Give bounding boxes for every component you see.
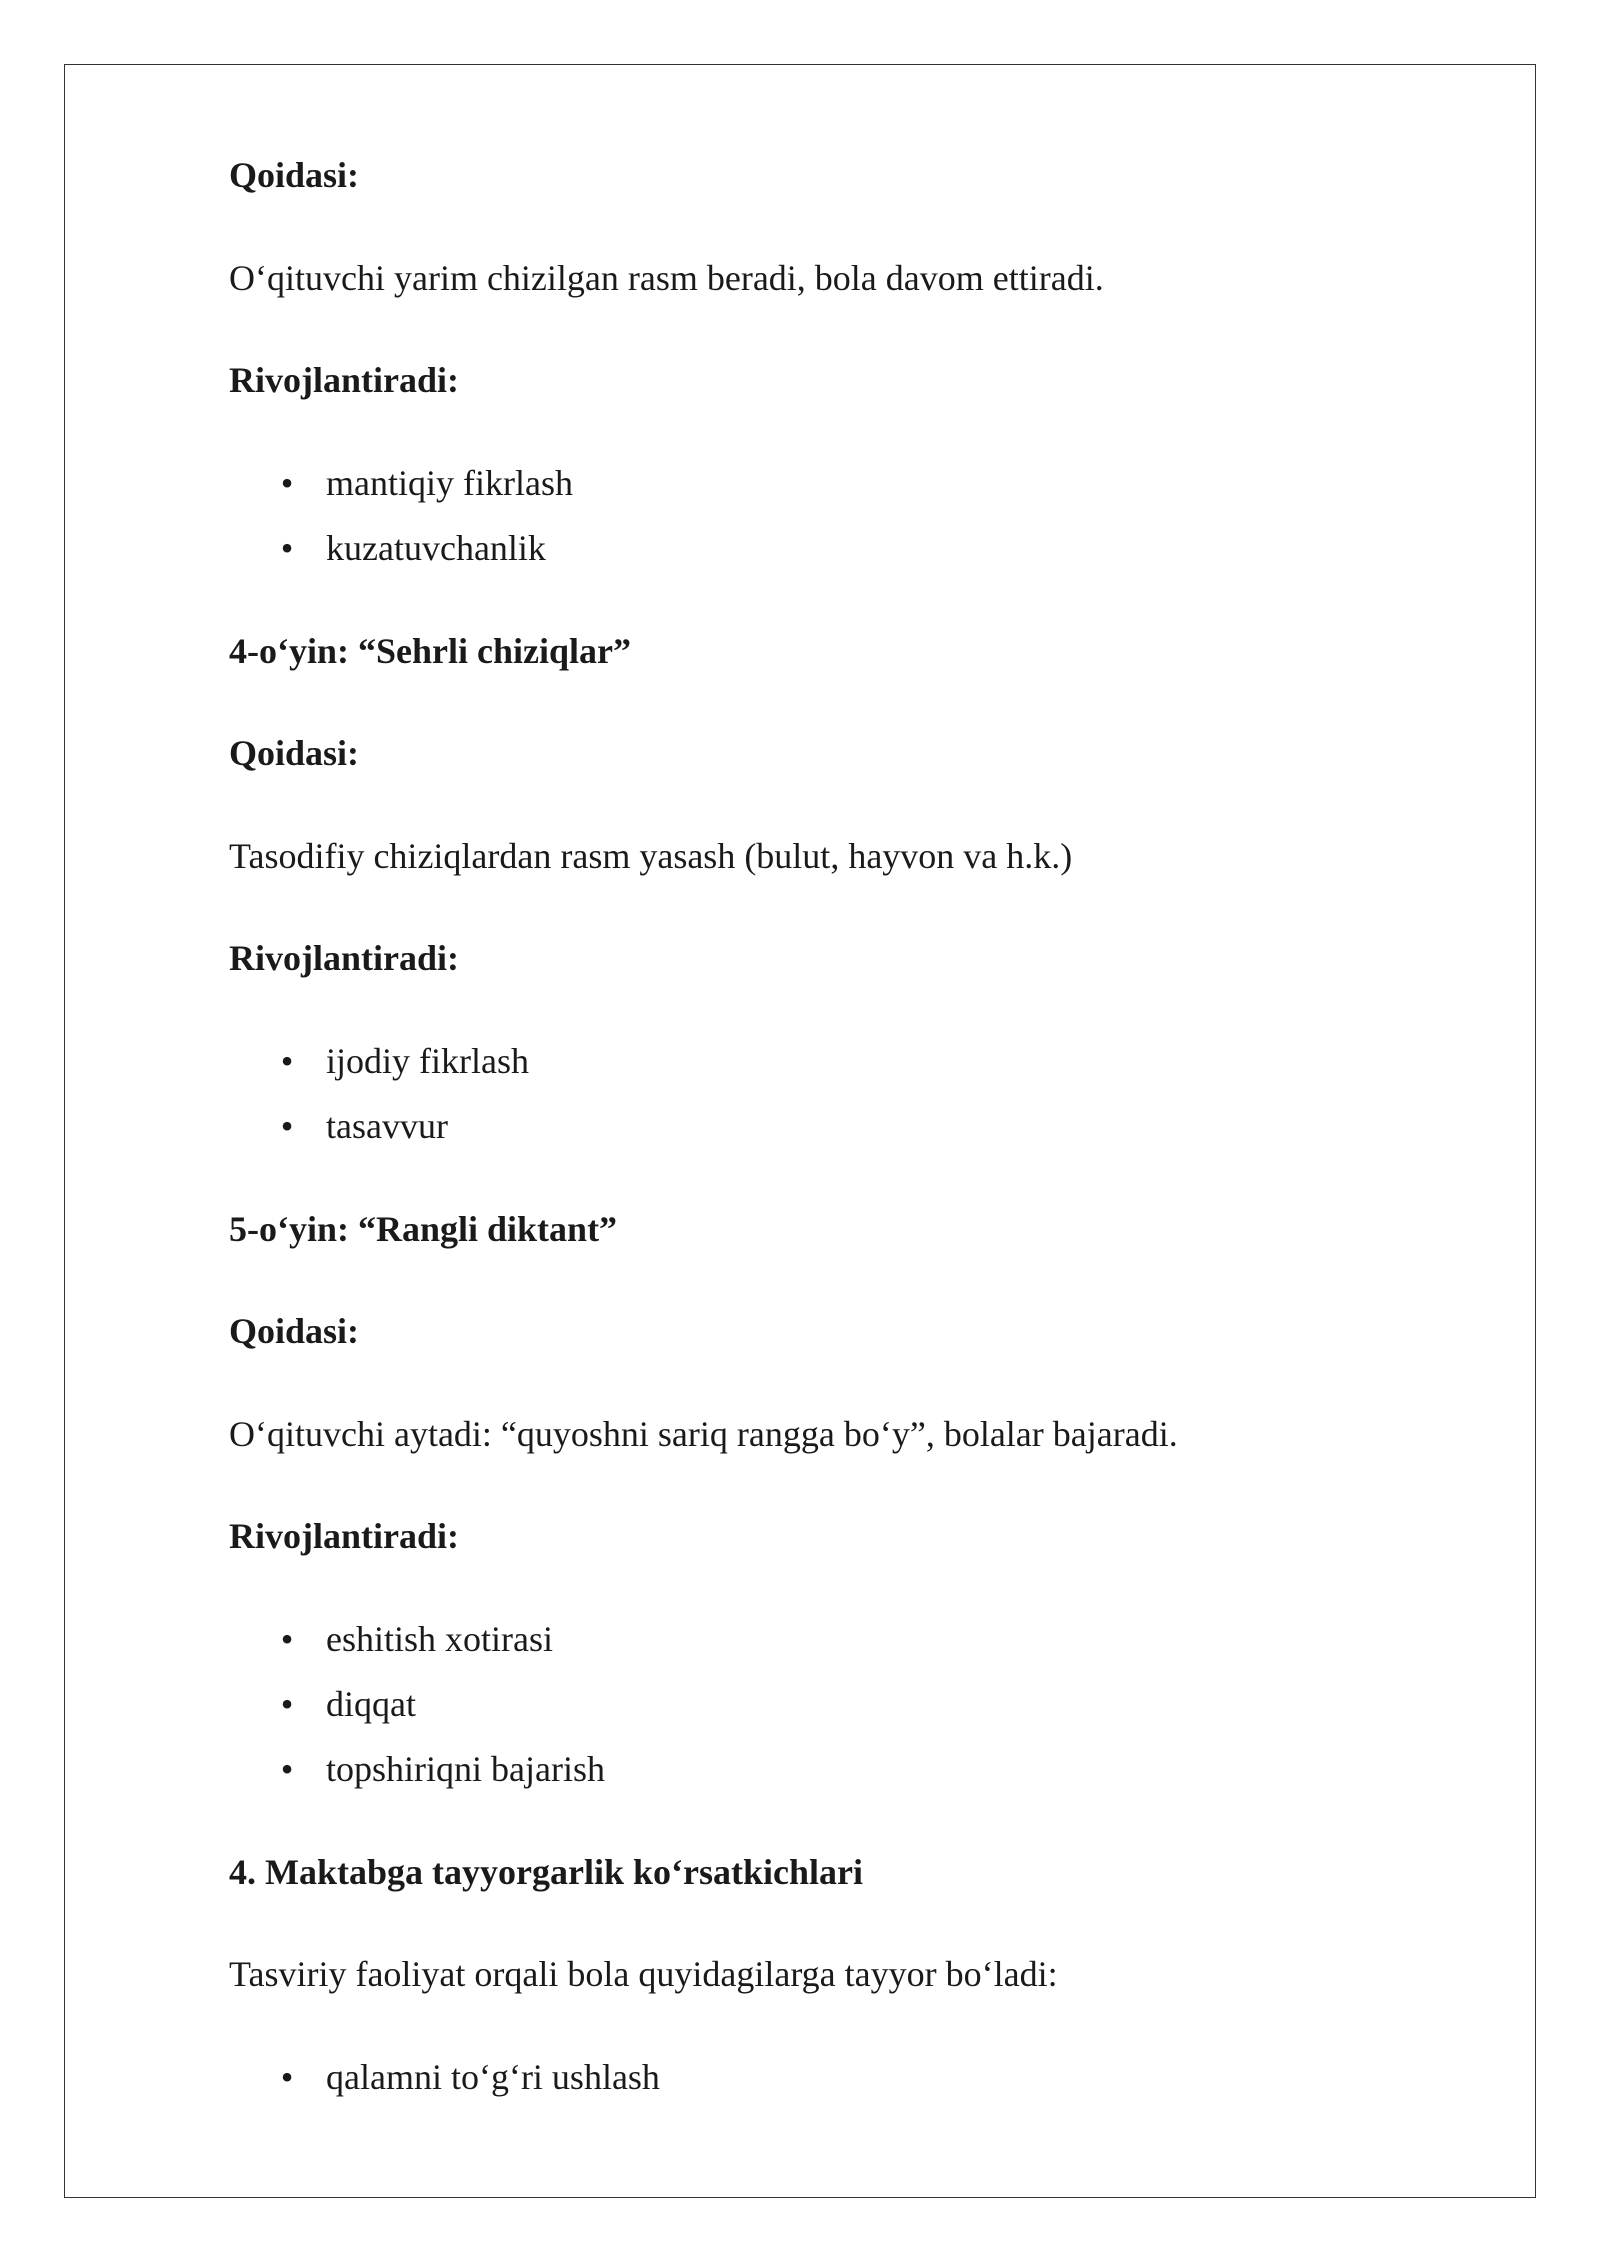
list-item-text: diqqat (326, 1684, 416, 1724)
section-heading: Rivojlantiradi: (229, 938, 459, 978)
bullet-icon: • (280, 463, 294, 503)
game-title: 4-o‘yin: “Sehrli chiziqlar” (229, 631, 631, 671)
list-item-text: eshitish xotirasi (326, 1619, 553, 1659)
bullet-icon: • (280, 1749, 294, 1789)
paragraph: Tasviriy faoliyat orqali bola quyidagilarga tayyor bo‘ladi: (229, 1954, 1058, 1994)
game-title: 5-o‘yin: “Rangli diktant” (229, 1209, 618, 1249)
paragraph: Tasodifiy chiziqlardan rasm yasash (bulut, hayvon va h.k.) (229, 836, 1073, 876)
paragraph: O‘qituvchi yarim chizilgan rasm beradi, bola davom ettiradi. (229, 258, 1104, 298)
section-heading: Qoidasi: (229, 155, 360, 195)
section-heading: Rivojlantiradi: (229, 1516, 459, 1556)
section-heading: Qoidasi: (229, 1311, 360, 1351)
paragraph: O‘qituvchi aytadi: “quyoshni sariq rangga bo‘y”, bolalar bajaradi. (229, 1414, 1178, 1454)
section-heading: Qoidasi: (229, 733, 360, 773)
list-item-text: tasavvur (326, 1106, 448, 1146)
bullet-icon: • (280, 2057, 294, 2097)
bullet-icon: • (280, 1619, 294, 1659)
bullet-icon: • (280, 1684, 294, 1724)
bullet-icon: • (280, 528, 294, 568)
list-item-text: mantiqiy fikrlash (326, 463, 573, 503)
list-item-text: qalamni to‘g‘ri ushlash (326, 2057, 660, 2097)
bullet-icon: • (280, 1041, 294, 1081)
list-item-text: topshiriqni bajarish (326, 1749, 605, 1789)
section-heading: Rivojlantiradi: (229, 360, 459, 400)
list-item-text: ijodiy fikrlash (326, 1041, 529, 1081)
list-item-text: kuzatuvchanlik (326, 528, 546, 568)
chapter-heading: 4. Maktabga tayyorgarlik ko‘rsatkichlari (229, 1852, 863, 1892)
bullet-icon: • (280, 1106, 294, 1146)
